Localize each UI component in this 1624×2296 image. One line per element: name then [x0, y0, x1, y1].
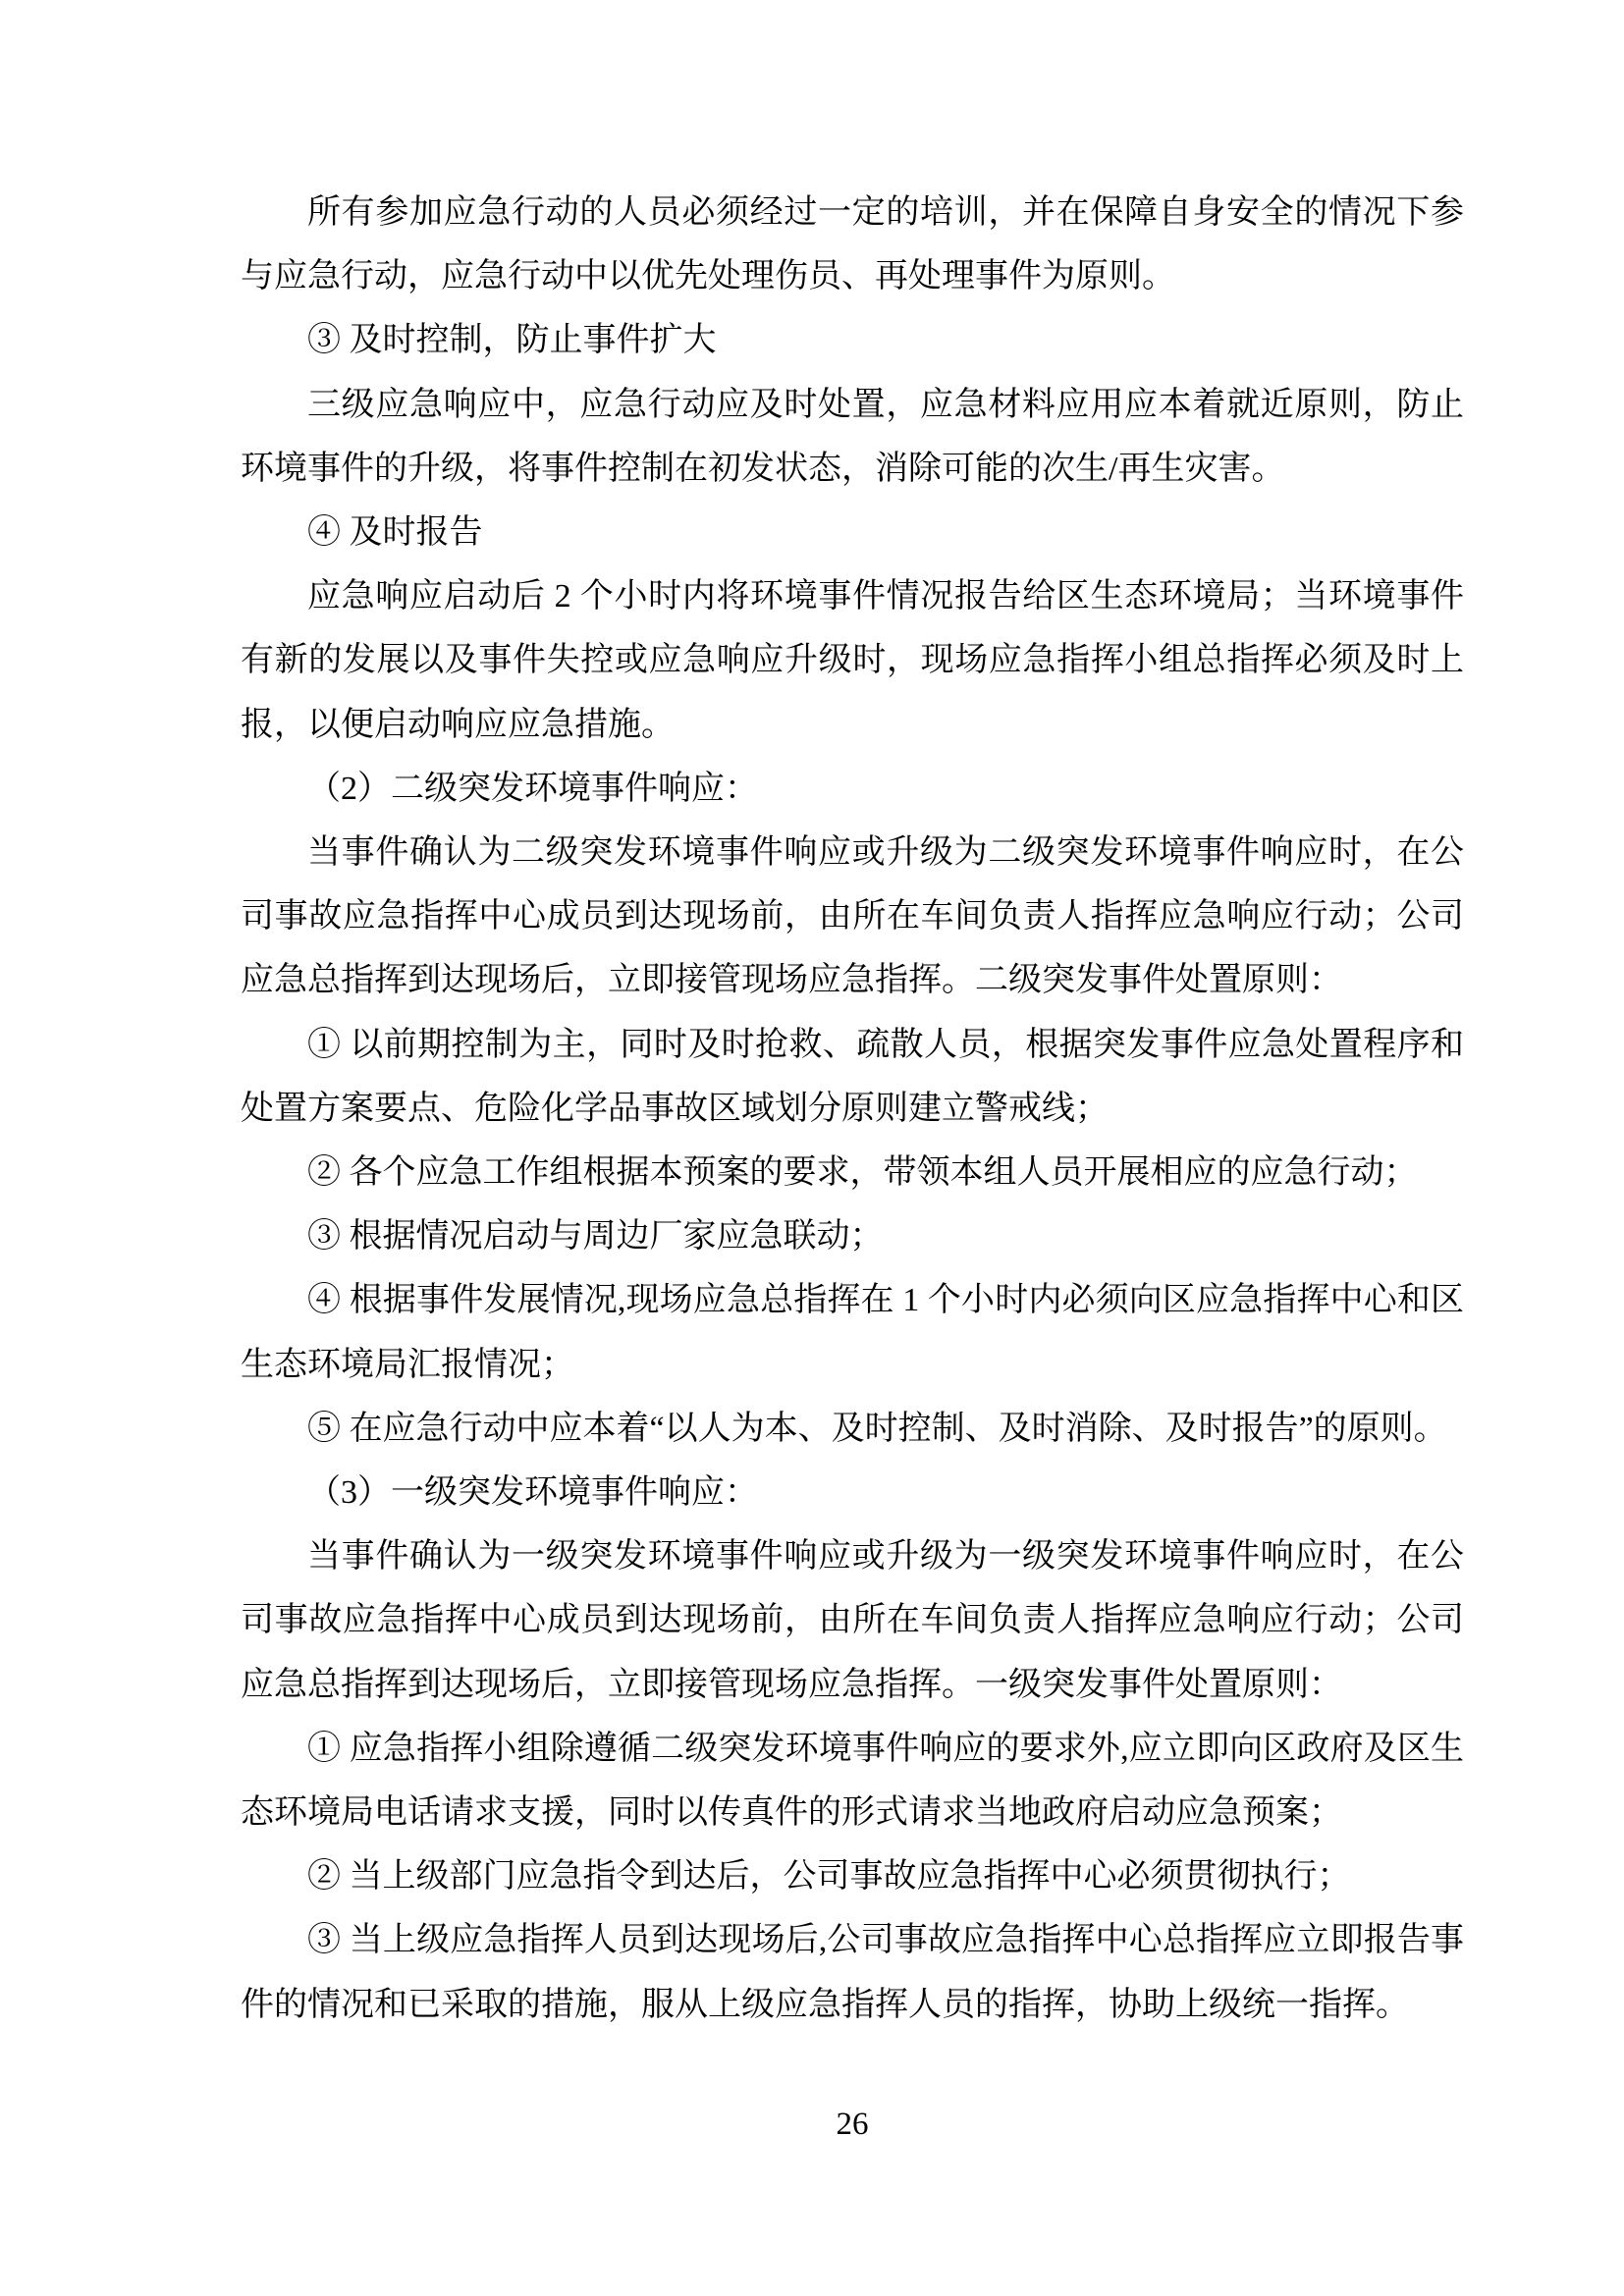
paragraph: 三级应急响应中，应急行动应及时处置，应急材料应用应本着就近原则，防止环境事件的升级，将事件控制在初发状态，消除可能的次生/再生灾害。 [241, 386, 1464, 487]
paragraph: （3）一级突发环境事件响应： [307, 1474, 758, 1512]
paragraph: ② 各个应急工作组根据本预案的要求，带领本组人员开展相应的应急行动； [307, 1154, 1418, 1192]
paragraph: ③ 根据情况启动与周边厂家应急联动； [307, 1218, 884, 1255]
paragraph: ② 当上级部门应急指令到达后，公司事故应急指挥中心必须贯彻执行； [307, 1858, 1351, 1896]
page-number: 26 [836, 2107, 869, 2142]
paragraph: 所有参加应急行动的人员必须经过一定的培训，并在保障自身安全的情况下参与应急行动，应急行动中以优先处理伤员、再处理事件为原则。 [241, 194, 1464, 295]
paragraph: ③ 当上级应急指挥人员到达现场后,公司事故应急指挥中心总指挥应立即报告事件的情况和已采取的措施，服从上级应急指挥人员的指挥，协助上级统一指挥。 [241, 1922, 1464, 2023]
document-body [241, 181, 1464, 2037]
paragraph: 当事件确认为一级突发环境事件响应或升级为一级突发环境事件响应时，在公司事故应急指挥中心成员到达现场前，由所在车间负责人指挥应急响应行动；公司应急总指挥到达现场后，立即接管现场应急指挥。一级突发事件处置原则： [241, 1538, 1464, 1703]
paragraph: （2）二级突发环境事件响应： [307, 770, 758, 807]
paragraph: 应急响应启动后 2 个小时内将环境事件情况报告给区生态环境局；当环境事件有新的发展以及事件失控或应急响应升级时，现场应急指挥小组总指挥必须及时上报，以便启动响应应急措施。 [241, 578, 1464, 743]
paragraph: ④ 根据事件发展情况,现场应急总指挥在 1 个小时内必须向区应急指挥中心和区生态环境局汇报情况； [241, 1282, 1464, 1383]
paragraph: 当事件确认为二级突发环境事件响应或升级为二级突发环境事件响应时，在公司事故应急指挥中心成员到达现场前，由所在车间负责人指挥应急响应行动；公司应急总指挥到达现场后，立即接管现场应急指挥。二级突发事件处置原则： [241, 834, 1464, 999]
paragraph: ③ 及时控制，防止事件扩大 [307, 322, 717, 359]
paragraph: ① 应急指挥小组除遵循二级突发环境事件响应的要求外,应立即向区政府及区生态环境局电话请求支援，同时以传真件的形式请求当地政府启动应急预案； [241, 1730, 1464, 1832]
paragraph: ④ 及时报告 [307, 514, 483, 552]
paragraph: ① 以前期控制为主，同时及时抢救、疏散人员，根据突发事件应急处置程序和处置方案要点、危险化学品事故区域划分原则建立警戒线； [241, 1026, 1464, 1127]
paragraph: ⑤ 在应急行动中应本着“以人为本、及时控制、及时消除、及时报告”的原则。 [307, 1410, 1447, 1447]
